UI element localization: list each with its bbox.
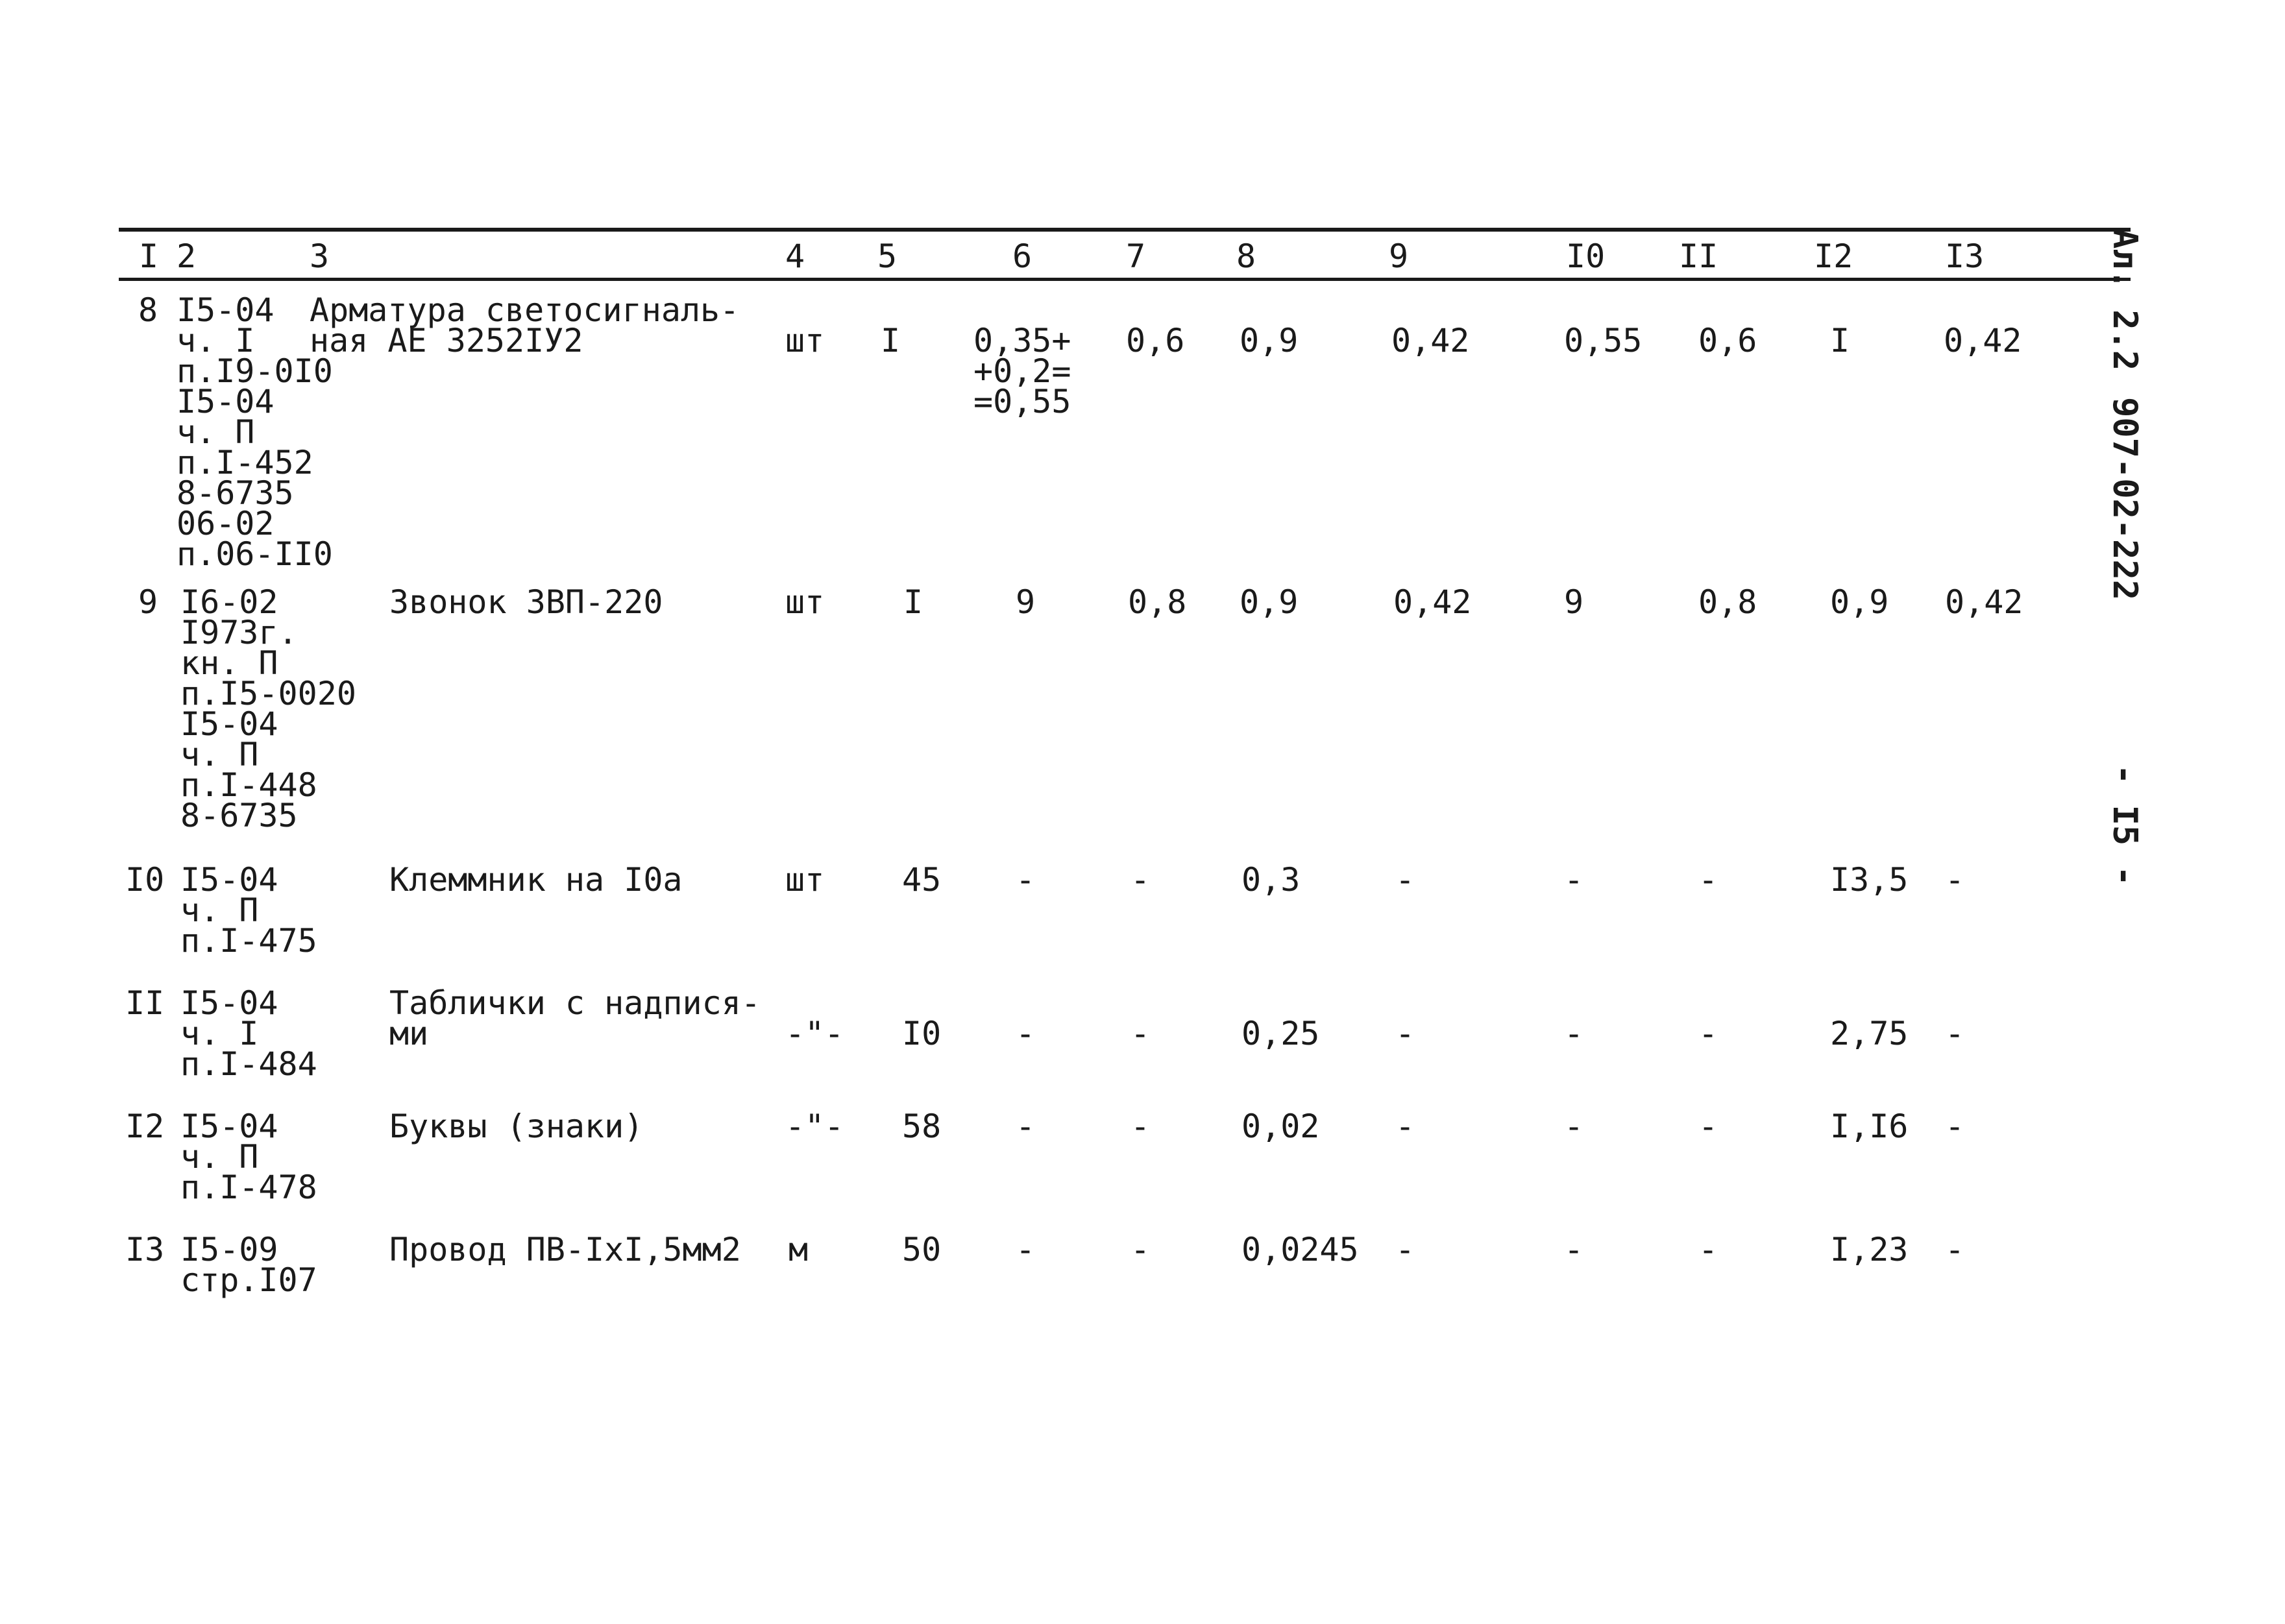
- row-col-8: 0,9: [1240, 322, 1299, 359]
- row-qty: 50: [902, 1231, 942, 1268]
- row-col-8: 0,3: [1241, 861, 1301, 899]
- row-qty: I0: [902, 1015, 942, 1052]
- row-col-7: -: [1130, 1231, 1151, 1268]
- row-name: Клеммник на I0а: [389, 861, 683, 899]
- row-col-12: 0,9: [1830, 583, 1889, 621]
- row-col-11: 0,6: [1698, 322, 1757, 359]
- header-col-2: 2: [177, 237, 197, 275]
- sheet-reference: Ал. 2.2: [2105, 228, 2144, 371]
- row-number: I3: [125, 1231, 165, 1268]
- row-col-7: -: [1130, 1108, 1151, 1145]
- row-col-11: -: [1698, 1015, 1718, 1052]
- row-unit: м: [788, 1231, 809, 1268]
- header-col-11: II: [1679, 237, 1718, 275]
- page-number: - I5 -: [2105, 764, 2144, 886]
- row-col-13: 0,42: [1945, 583, 2023, 621]
- row-col-10: -: [1564, 1015, 1584, 1052]
- row-col-13: -: [1945, 1015, 1965, 1052]
- row-qty: I: [881, 322, 901, 359]
- row-col-12: I,I6: [1830, 1108, 1909, 1145]
- row-code: I5-04 ч. I п.I-484: [180, 984, 317, 1083]
- header-col-9: 9: [1389, 237, 1409, 275]
- row-col-7: -: [1130, 861, 1151, 899]
- row-name: Арматура светосигналь- ная АЕ 3252IУ2: [310, 291, 740, 359]
- row-qty: I: [903, 583, 923, 621]
- header-col-12: I2: [1814, 237, 1853, 275]
- row-col-10: -: [1564, 1108, 1584, 1145]
- row-col-6: 0,35+ +0,2= =0,55: [973, 322, 1071, 420]
- row-col-8: 0,9: [1240, 583, 1299, 621]
- header-col-13: I3: [1945, 237, 1985, 275]
- row-col-7: 0,6: [1126, 322, 1185, 359]
- row-col-11: -: [1698, 1108, 1718, 1145]
- row-number: I0: [125, 861, 165, 899]
- row-col-13: -: [1945, 1108, 1965, 1145]
- row-code: I5-04 ч. П п.I-475: [180, 861, 317, 960]
- row-col-13: 0,42: [1944, 322, 2022, 359]
- table-top-rule: [119, 228, 2131, 232]
- row-number: II: [125, 984, 165, 1022]
- row-col-7: -: [1130, 1015, 1151, 1052]
- row-col-11: -: [1698, 1231, 1718, 1268]
- row-code: I5-04 ч. П п.I-478: [180, 1108, 317, 1206]
- row-col-6: -: [1016, 1108, 1036, 1145]
- header-col-7: 7: [1126, 237, 1146, 275]
- row-col-9: 0,42: [1393, 583, 1472, 621]
- row-col-6: -: [1016, 861, 1036, 899]
- row-unit: шт: [785, 583, 825, 621]
- row-code: I5-09 стр.I07: [180, 1231, 317, 1299]
- header-col-8: 8: [1236, 237, 1256, 275]
- row-col-13: -: [1945, 861, 1965, 899]
- row-col-12: I: [1830, 322, 1850, 359]
- row-name: Буквы (знаки): [389, 1108, 644, 1145]
- row-col-13: -: [1945, 1231, 1965, 1268]
- header-col-1: I: [139, 237, 159, 275]
- row-col-8: 0,25: [1241, 1015, 1320, 1052]
- row-code: I6-02 I973г. кн. П п.I5-0020 I5-04 ч. П п.I-448 8-6735: [180, 583, 356, 834]
- row-number: I2: [125, 1108, 165, 1145]
- row-col-10: -: [1564, 861, 1584, 899]
- row-col-8: 0,02: [1241, 1108, 1320, 1145]
- row-col-6: 9: [1016, 583, 1036, 621]
- row-code: I5-04 ч. I п.I9-0I0 I5-04 ч. П п.I-452 8-6735 06-02 п.06-II0: [177, 291, 333, 573]
- row-col-6: -: [1016, 1015, 1036, 1052]
- row-col-9: -: [1395, 1231, 1415, 1268]
- header-col-6: 6: [1012, 237, 1033, 275]
- row-col-12: I3,5: [1830, 861, 1909, 899]
- row-col-6: -: [1016, 1231, 1036, 1268]
- row-col-9: -: [1395, 861, 1415, 899]
- row-col-10: 9: [1564, 583, 1584, 621]
- row-unit: -"-: [785, 1108, 844, 1145]
- row-col-9: -: [1395, 1108, 1415, 1145]
- row-name: Таблички с надпися- ми: [389, 984, 761, 1052]
- row-number: 9: [138, 583, 158, 621]
- row-name: Звонок ЗВП-220: [389, 583, 663, 621]
- row-unit: -"-: [785, 1015, 844, 1052]
- row-col-8: 0,0245: [1241, 1231, 1359, 1268]
- table-header-rule: [119, 278, 2131, 281]
- row-unit: шт: [785, 861, 825, 899]
- row-col-7: 0,8: [1128, 583, 1187, 621]
- row-col-11: 0,8: [1698, 583, 1757, 621]
- row-col-10: -: [1564, 1231, 1584, 1268]
- row-qty: 58: [902, 1108, 942, 1145]
- header-col-10: I0: [1566, 237, 1606, 275]
- row-number: 8: [138, 291, 158, 329]
- row-name: Провод ПВ-IxI,5мм2: [389, 1231, 741, 1268]
- row-unit: шт: [785, 322, 825, 359]
- row-col-12: I,23: [1830, 1231, 1909, 1268]
- header-col-4: 4: [785, 237, 805, 275]
- row-col-11: -: [1698, 861, 1718, 899]
- row-col-10: 0,55: [1564, 322, 1643, 359]
- header-col-5: 5: [877, 237, 898, 275]
- row-col-9: -: [1395, 1015, 1415, 1052]
- row-col-12: 2,75: [1830, 1015, 1909, 1052]
- row-qty: 45: [902, 861, 942, 899]
- header-col-3: 3: [310, 237, 330, 275]
- project-code: 907-02-222: [2105, 397, 2144, 601]
- row-col-9: 0,42: [1391, 322, 1470, 359]
